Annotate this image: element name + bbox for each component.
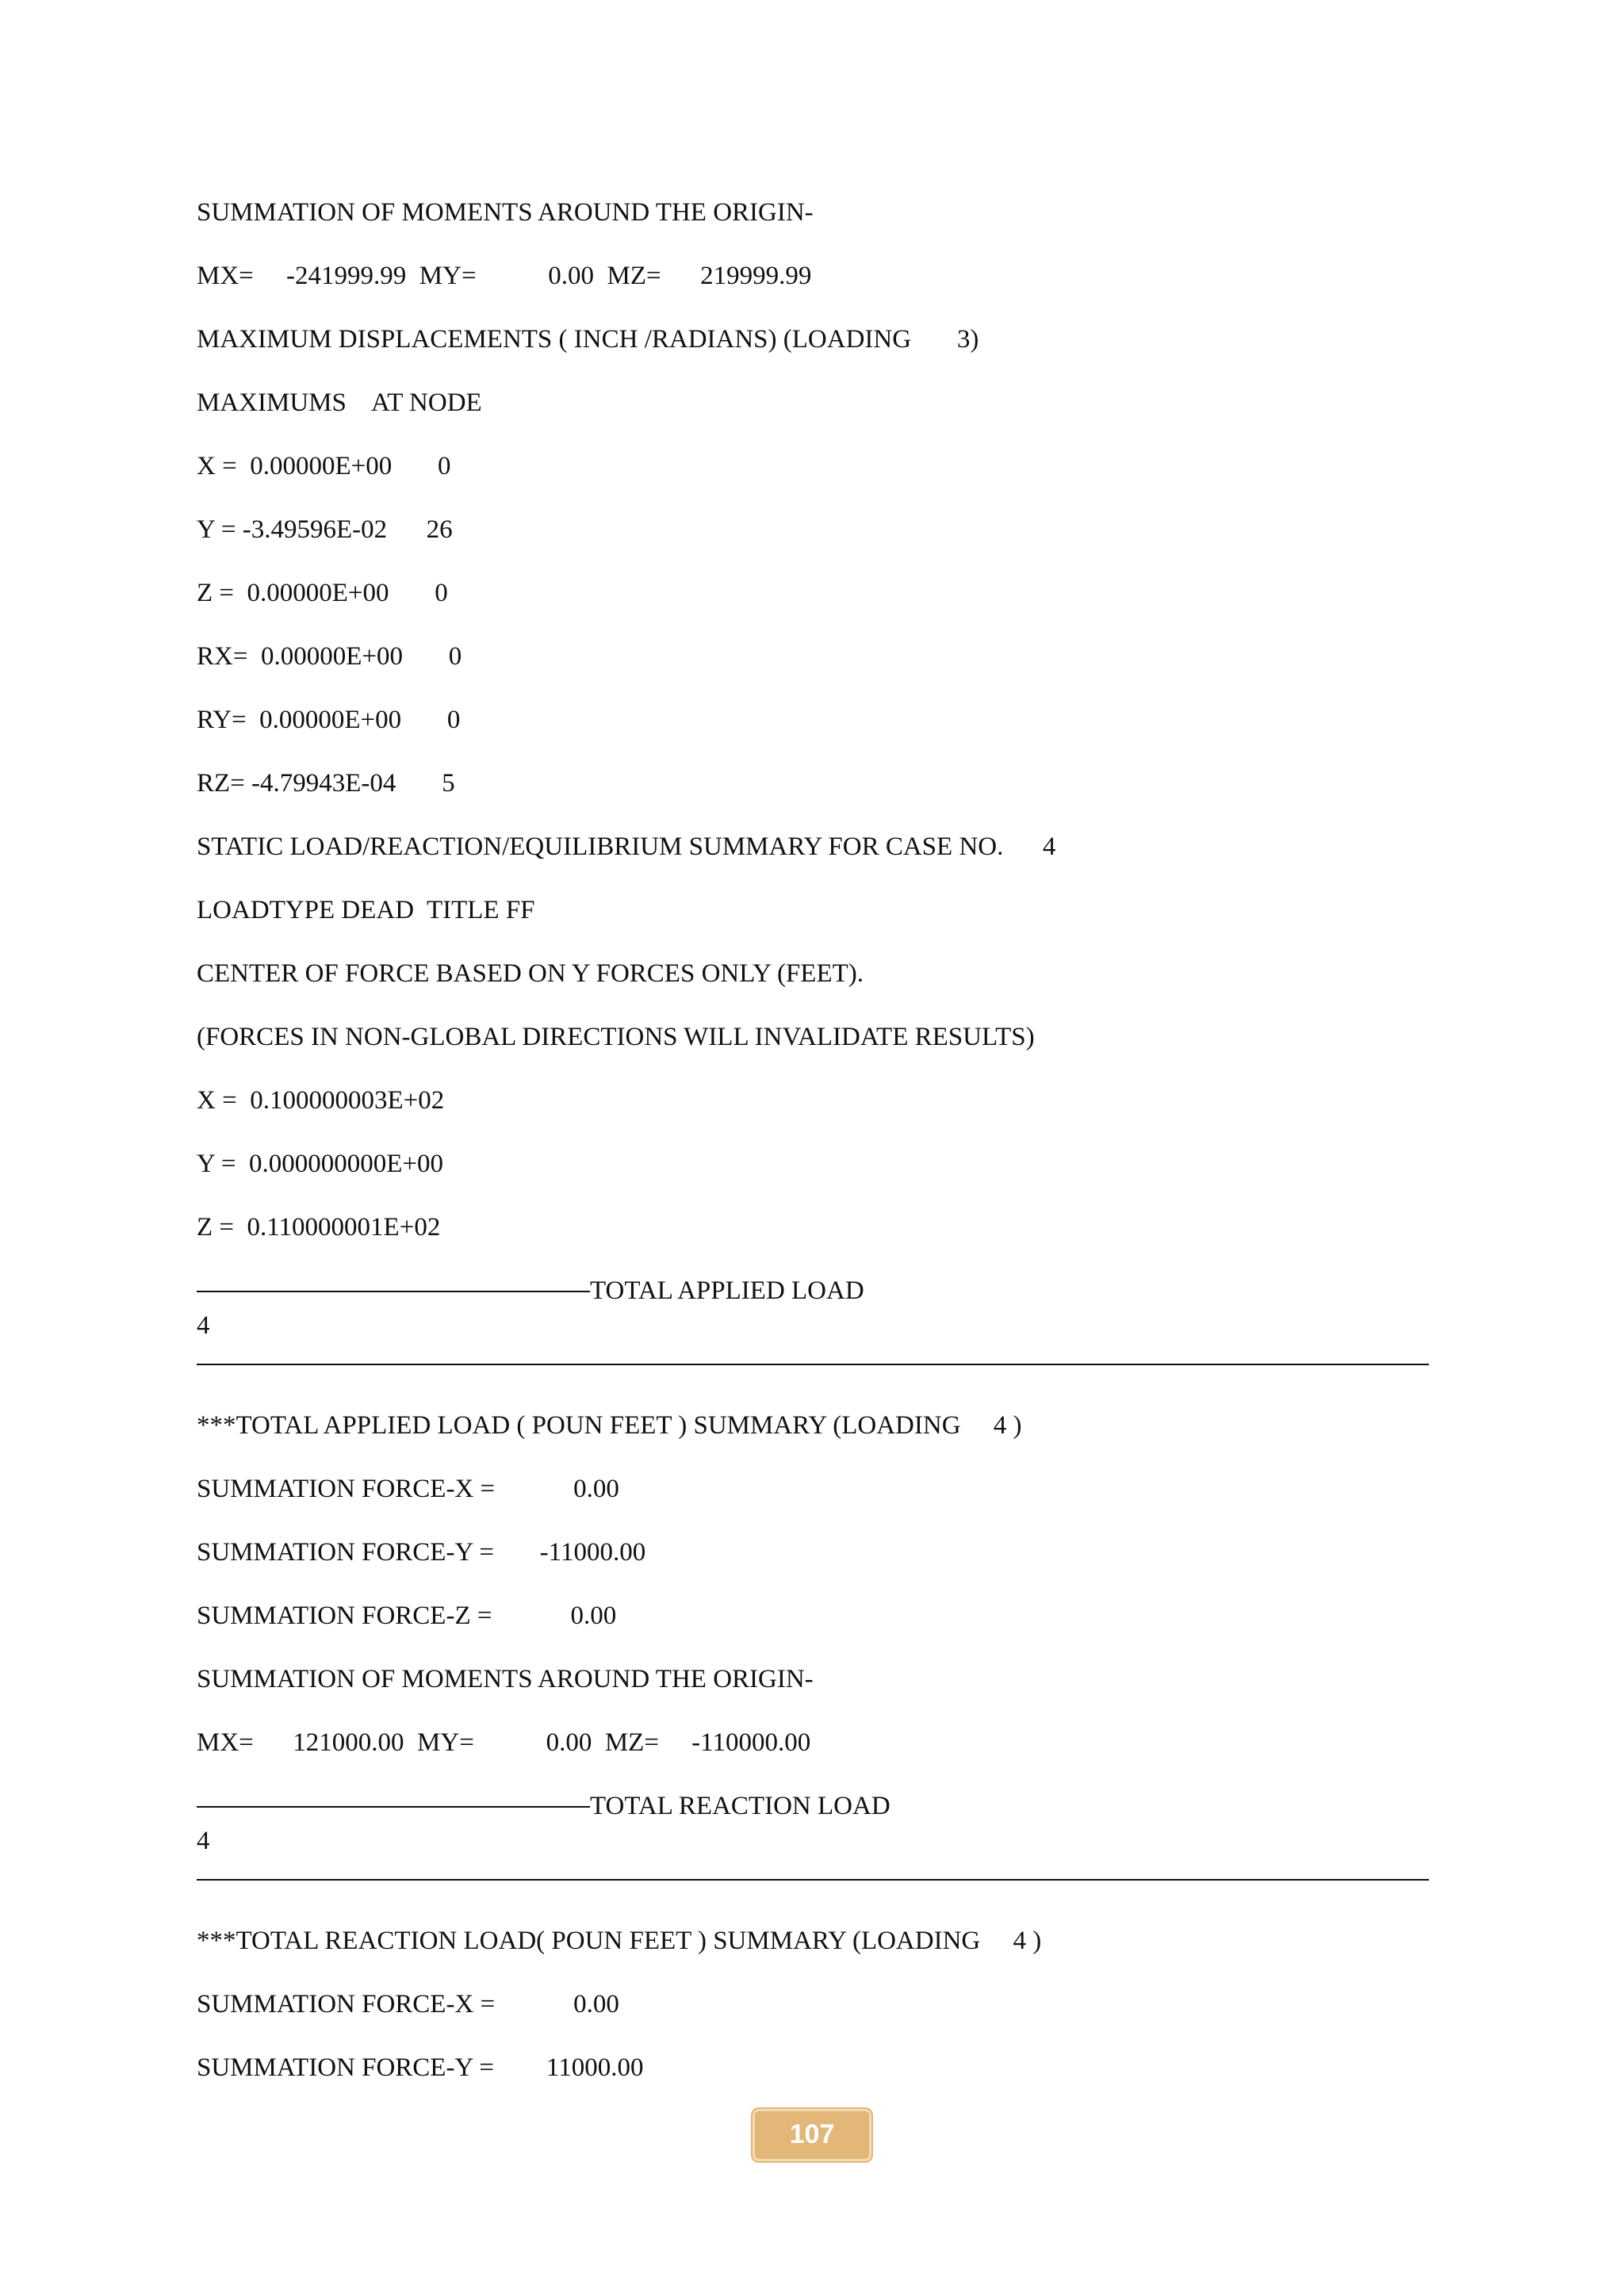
report-line: LOADTYPE DEAD TITLE FF xyxy=(197,896,535,924)
report-line: RY= 0.00000E+00 0 xyxy=(197,706,461,734)
applied-case-number: 4 xyxy=(197,1311,210,1340)
report-line: STATIC LOAD/REACTION/EQUILIBRIUM SUMMARY FOR CASE NO. 4 xyxy=(197,832,1056,861)
report-line: X = 0.100000003E+02 xyxy=(197,1086,445,1115)
applied-line: SUMMATION OF MOMENTS AROUND THE ORIGIN- xyxy=(197,1665,814,1693)
applied-line: MX= 121000.00 MY= 0.00 MZ= -110000.00 xyxy=(197,1728,811,1757)
report-line: MAXIMUMS AT NODE xyxy=(197,388,482,417)
section-rule xyxy=(197,1879,1429,1881)
applied-divider-label: TOTAL APPLIED LOAD xyxy=(590,1276,864,1305)
report-line: RZ= -4.79943E-04 5 xyxy=(197,769,455,798)
reaction-line: SUMMATION FORCE-X = 0.00 xyxy=(197,1990,619,2019)
reaction-line: SUMMATION FORCE-Y = 11000.00 xyxy=(197,2053,644,2082)
applied-line: ***TOTAL APPLIED LOAD ( POUN FEET ) SUMMARY (LOADING 4 ) xyxy=(197,1411,1022,1440)
section-dash-line xyxy=(197,1806,590,1808)
report-line: Z = 0.00000E+00 0 xyxy=(197,579,448,607)
report-line: Y = 0.000000000E+00 xyxy=(197,1150,443,1178)
section-rule xyxy=(197,1364,1429,1365)
section-dash-line xyxy=(197,1291,590,1292)
applied-line: SUMMATION FORCE-Y = -11000.00 xyxy=(197,1538,646,1567)
reaction-divider-label: TOTAL REACTION LOAD xyxy=(590,1792,891,1820)
page-number-badge: 107 xyxy=(753,2109,871,2161)
report-line: MAXIMUM DISPLACEMENTS ( INCH /RADIANS) (LOADING 3) xyxy=(197,325,979,354)
report-line: X = 0.00000E+00 0 xyxy=(197,452,451,480)
report-line: (FORCES IN NON-GLOBAL DIRECTIONS WILL INVALIDATE RESULTS) xyxy=(197,1023,1035,1051)
report-line: MX= -241999.99 MY= 0.00 MZ= 219999.99 xyxy=(197,262,812,290)
report-line: RX= 0.00000E+00 0 xyxy=(197,642,462,671)
applied-line: SUMMATION FORCE-Z = 0.00 xyxy=(197,1601,617,1630)
reaction-case-number: 4 xyxy=(197,1827,210,1855)
report-line: CENTER OF FORCE BASED ON Y FORCES ONLY (FEET). xyxy=(197,959,864,988)
report-line: SUMMATION OF MOMENTS AROUND THE ORIGIN- xyxy=(197,198,814,227)
applied-line: SUMMATION FORCE-X = 0.00 xyxy=(197,1475,619,1503)
report-line: Z = 0.110000001E+02 xyxy=(197,1213,441,1242)
report-line: Y = -3.49596E-02 26 xyxy=(197,515,453,544)
reaction-line: ***TOTAL REACTION LOAD( POUN FEET ) SUMMARY (LOADING 4 ) xyxy=(197,1927,1042,1955)
